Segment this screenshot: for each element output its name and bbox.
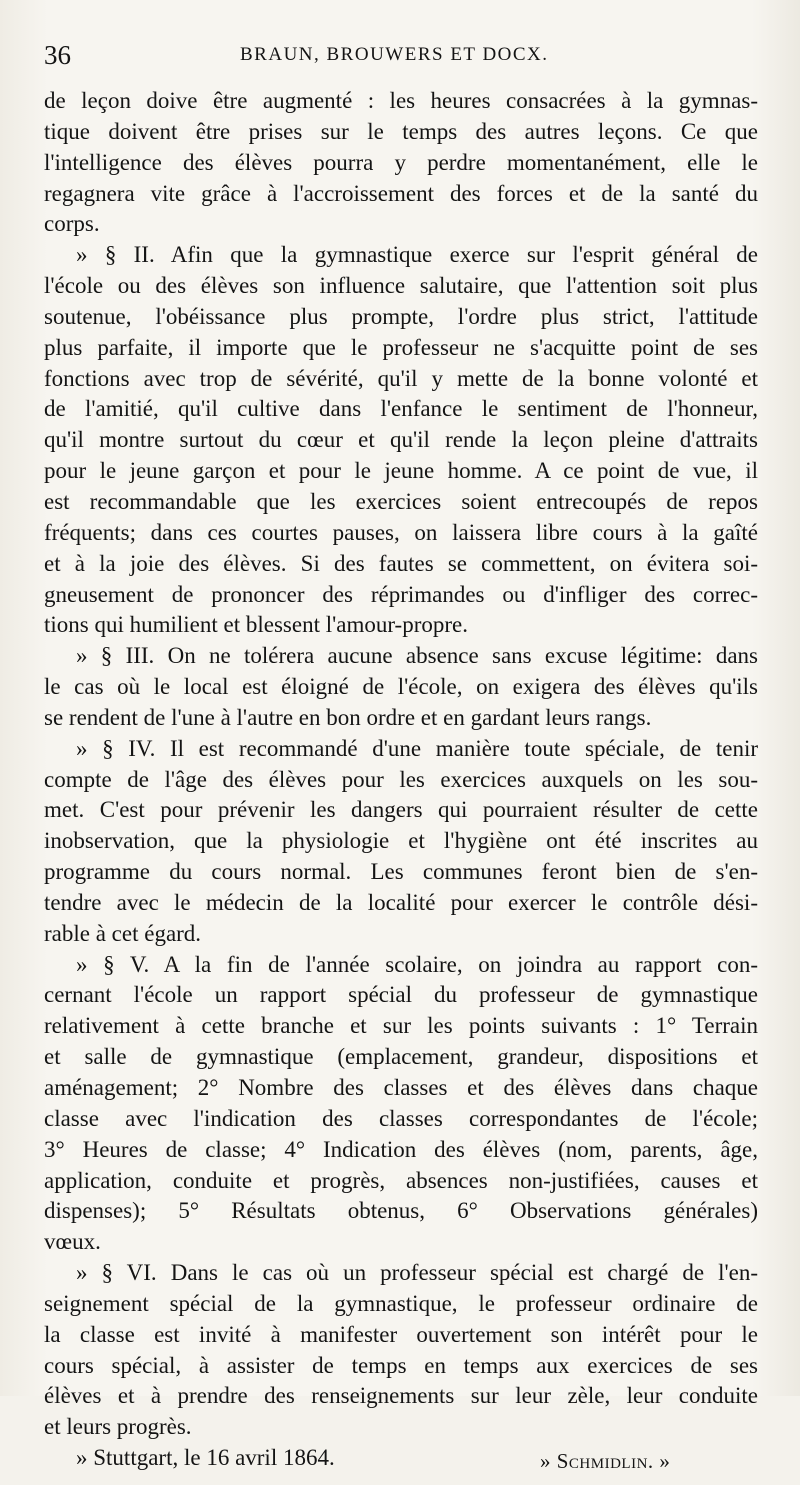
closing-date: » Stuttgart, le 16 avril 1864. bbox=[76, 1445, 335, 1471]
running-head bbox=[44, 40, 758, 86]
text-line: application, conduite et progrès, absences non-justifiées, causes et bbox=[44, 1167, 758, 1193]
text-line: corps. bbox=[44, 211, 100, 237]
text-line: classe avec l'indication des classes correspondantes de l'école; bbox=[44, 1105, 758, 1131]
text-line: aménagement; 2° Nombre des classes et des élèves dans chaque bbox=[44, 1075, 758, 1100]
text-line: le cas où le local est éloigné de l'école, on exigera des élèves qu'ils bbox=[44, 674, 758, 700]
text-line: cernant l'école un rapport spécial du professeur de gymnastique bbox=[44, 982, 758, 1008]
text-line: de l'amitié, qu'il cultive dans l'enfance le sentiment de l'honneur, bbox=[44, 396, 758, 422]
text-line: dispenses); 5° Résultats obtenus, 6° Observations générales) bbox=[44, 1198, 758, 1224]
body-text bbox=[44, 86, 758, 1443]
text-line: vœux. bbox=[44, 1229, 101, 1255]
text-line: et leurs progrès. bbox=[44, 1414, 192, 1440]
text-line: et salle de gymnastique (emplacement, grandeur, dispositions et bbox=[44, 1044, 758, 1070]
text-line: rable à cet égard. bbox=[44, 920, 202, 946]
text-line: gneusement de prononcer des réprimandes ou d'infliger des correc- bbox=[44, 581, 758, 607]
text-line: 3° Heures de classe; 4° Indication des élèves (nom, parents, âge, bbox=[44, 1136, 758, 1162]
text-line: inobservation, que la physiologie et l'hygiène ont été inscrites au bbox=[44, 828, 758, 854]
text-line: regagnera vite grâce à l'accroissement des forces et de la santé du bbox=[44, 180, 758, 206]
text-line: se rendent de l'une à l'autre en bon ordre et en gardant leurs rangs. bbox=[44, 704, 652, 730]
text-line: pour le jeune garçon et pour le jeune homme. A ce point de vue, il bbox=[44, 458, 758, 484]
closing-line bbox=[44, 1445, 758, 1485]
text-line: l'école ou des élèves son influence salutaire, que l'attention soit plus bbox=[44, 273, 758, 299]
text-line: tique doivent être prises sur le temps des autres leçons. Ce que bbox=[44, 118, 758, 144]
text-line: tendre avec le médecin de la localité pour exercer le contrôle dési- bbox=[44, 889, 758, 915]
text-line: tions qui humilient et blessent l'amour-propre. bbox=[44, 612, 468, 638]
text-line: » § VI. Dans le cas où un professeur spécial est chargé de l'en- bbox=[76, 1260, 758, 1286]
text-line: plus parfaite, il importe que le professeur ne s'acquitte point de ses bbox=[44, 334, 758, 360]
text-line: fonctions avec trop de sévérité, qu'il y mette de la bonne volonté et bbox=[44, 365, 758, 391]
text-line: de leçon doive être augmenté : les heures consacrées à la gymnas- bbox=[44, 88, 758, 113]
text-line: programme du cours normal. Les communes feront bien de s'en- bbox=[44, 859, 758, 885]
text-line: » § IV. Il est recommandé d'une manière toute spéciale, de tenir bbox=[76, 735, 758, 761]
text-line: cours spécial, à assister de temps en temps aux exercices de ses bbox=[44, 1352, 758, 1378]
text-line: élèves et à prendre des renseignements sur leur zèle, leur conduite bbox=[44, 1383, 758, 1409]
text-line: qu'il montre surtout du cœur et qu'il rende la leçon pleine d'attraits bbox=[44, 427, 758, 453]
text-line: soutenue, l'obéissance plus prompte, l'ordre plus strict, l'attitude bbox=[44, 303, 758, 329]
text-line: et à la joie des élèves. Si des fautes se commettent, on évitera soi- bbox=[44, 550, 758, 576]
closing-signature: » Schmidlin. » bbox=[540, 1449, 671, 1474]
text-line: relativement à cette branche et sur les points suivants : 1° Terrain bbox=[44, 1013, 758, 1039]
text-line: est recommandable que les exercices soient entrecoupés de repos bbox=[44, 488, 758, 514]
text-line: la classe est invité à manifester ouvertement son intérêt pour le bbox=[44, 1321, 758, 1347]
text-line: met. C'est pour prévenir les dangers qui pourraient résulter de cette bbox=[44, 797, 758, 823]
running-title: BRAUN, BROUWERS ET DOCX. bbox=[240, 44, 549, 65]
text-line: » § II. Afin que la gymnastique exerce sur l'esprit général de bbox=[76, 242, 758, 268]
text-line: l'intelligence des élèves pourra y perdre momentanément, elle le bbox=[44, 149, 758, 175]
text-line: » § III. On ne tolérera aucune absence sans excuse légitime: dans bbox=[76, 643, 758, 669]
page-number: 36 bbox=[44, 40, 71, 70]
text-line: fréquents; dans ces courtes pauses, on laissera libre cours à la gaîté bbox=[44, 519, 758, 545]
text-line: compte de l'âge des élèves pour les exercices auxquels on les sou- bbox=[44, 766, 758, 792]
text-line: seignement spécial de la gymnastique, le professeur ordinaire de bbox=[44, 1290, 758, 1316]
text-line: » § V. A la fin de l'année scolaire, on joindra au rapport con- bbox=[76, 951, 758, 977]
